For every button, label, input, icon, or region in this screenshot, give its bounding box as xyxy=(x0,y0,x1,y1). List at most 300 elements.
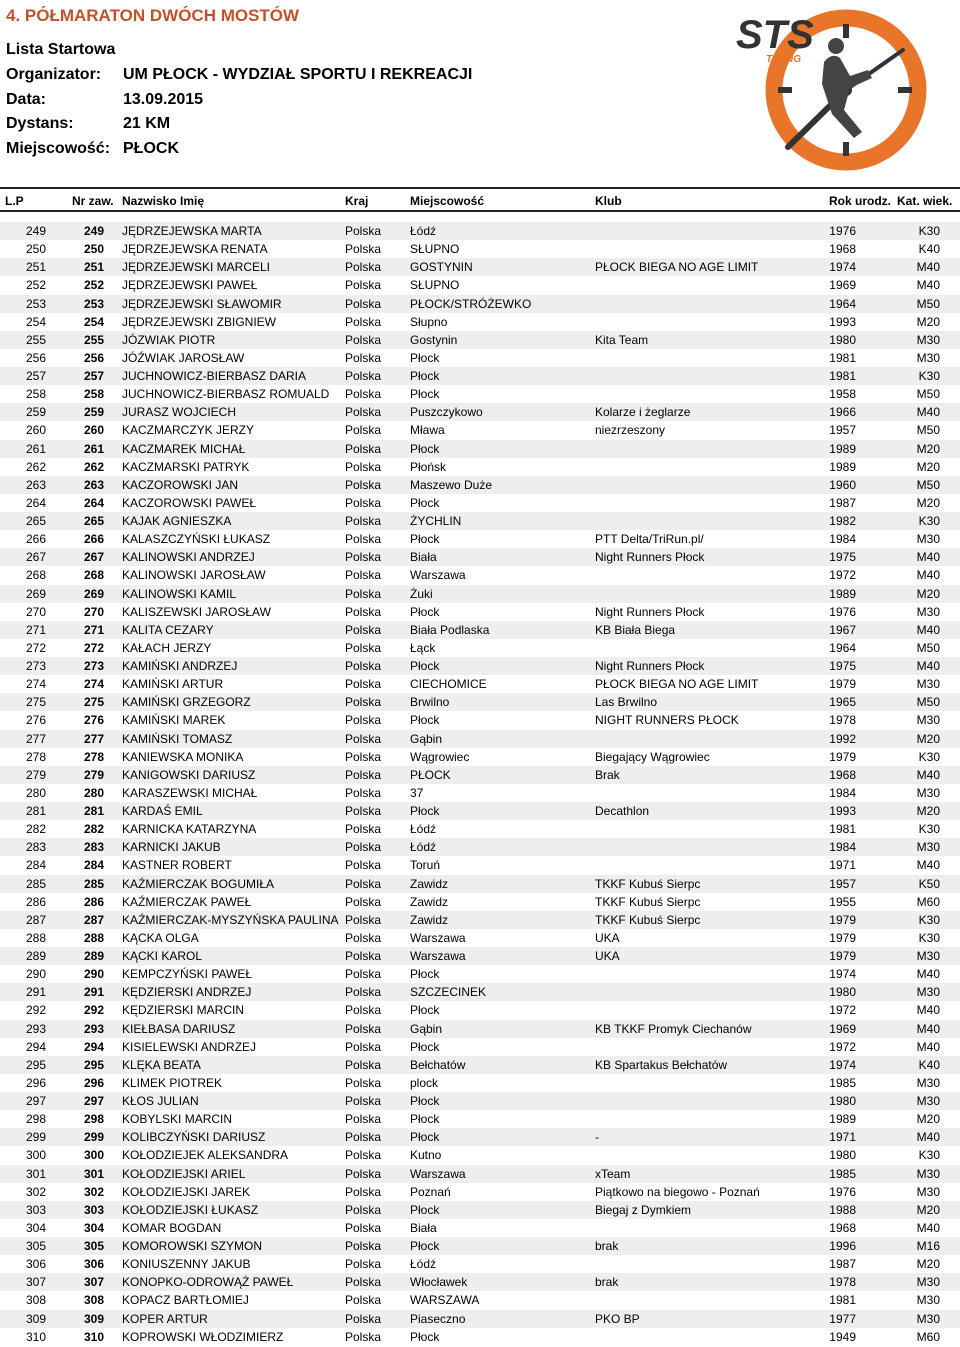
row-city: Płock xyxy=(410,804,440,818)
row-lp: 307 xyxy=(25,1275,46,1290)
row-name: KOPACZ BARTŁOMIEJ xyxy=(122,1293,249,1308)
row-nr: 272 xyxy=(84,640,105,655)
row-city: CIECHOMICE xyxy=(410,677,487,692)
row-lp: 252 xyxy=(25,278,46,293)
row-city: Żuki xyxy=(410,586,433,601)
row-name: KOPER ARTUR xyxy=(122,1311,208,1326)
row-lp: 306 xyxy=(25,1257,46,1272)
row-birth-year: 1974 xyxy=(829,1057,856,1072)
row-category: M40 xyxy=(916,568,940,583)
row-birth-year: 1989 xyxy=(829,1112,856,1127)
row-country: Polska xyxy=(345,242,382,257)
row-birth-year: 1977 xyxy=(829,1311,856,1326)
row-category: M20 xyxy=(916,459,940,474)
row-lp: 276 xyxy=(25,713,46,728)
row-city: Poznań xyxy=(410,1184,451,1199)
row-country: Polska xyxy=(345,459,382,474)
row-city: Maszewo Duże xyxy=(410,477,493,492)
row-nr: 264 xyxy=(84,495,105,510)
row-city: Płock xyxy=(410,1202,440,1217)
row-name: JÓZWIAK PIOTR xyxy=(122,332,216,347)
table-row xyxy=(0,802,960,820)
row-category: K40 xyxy=(918,1057,940,1072)
row-nr: 285 xyxy=(84,876,105,891)
row-club: TKKF Kubuś Sierpc xyxy=(595,912,701,927)
table-row xyxy=(0,494,960,512)
row-nr: 308 xyxy=(84,1293,105,1308)
table-row xyxy=(0,222,960,240)
row-name: JURASZ WOJCIECH xyxy=(122,405,236,420)
row-category: M30 xyxy=(916,1293,940,1308)
row-country: Polska xyxy=(345,405,382,420)
row-city: Kutno xyxy=(410,1148,442,1163)
row-country: Polska xyxy=(345,1021,382,1036)
row-city: Warszawa xyxy=(410,949,466,963)
row-name: KALINOWSKI JAROSŁAW xyxy=(122,568,266,583)
row-club: brak xyxy=(595,1239,619,1253)
row-lp: 287 xyxy=(25,912,46,927)
row-name: KAŹMIERCZAK-MYSZYŃSKA PAULINA xyxy=(122,912,339,927)
row-city: Gąbin xyxy=(410,731,443,746)
row-lp: 304 xyxy=(25,1220,46,1235)
table-row xyxy=(0,983,960,1001)
table-row xyxy=(0,893,960,911)
info-distance xyxy=(6,115,472,140)
row-lp: 286 xyxy=(25,894,46,909)
row-birth-year: 1979 xyxy=(829,949,856,963)
row-birth-year: 1984 xyxy=(829,840,856,855)
row-country: Polska xyxy=(345,1239,382,1253)
row-birth-year: 1993 xyxy=(829,804,856,818)
row-city: Warszawa xyxy=(410,1166,466,1181)
row-lp: 295 xyxy=(25,1057,46,1072)
row-nr: 297 xyxy=(84,1094,105,1108)
row-country: Polska xyxy=(345,713,382,728)
row-birth-year: 1989 xyxy=(829,459,856,474)
row-club: xTeam xyxy=(595,1166,631,1181)
row-category: M30 xyxy=(916,1094,940,1108)
row-name: KAŁACH JERZY xyxy=(122,640,212,655)
row-country: Polska xyxy=(345,695,382,710)
row-lp: 288 xyxy=(25,930,46,945)
table-row xyxy=(0,349,960,367)
row-lp: 279 xyxy=(25,767,46,782)
table-row xyxy=(0,440,960,458)
row-category: M40 xyxy=(916,1039,940,1054)
table-row xyxy=(0,748,960,766)
row-lp: 259 xyxy=(25,405,46,420)
row-lp: 266 xyxy=(25,532,46,547)
row-city: Płock xyxy=(410,967,440,982)
row-country: Polska xyxy=(345,1112,382,1127)
row-country: Polska xyxy=(345,1293,382,1308)
table-row xyxy=(0,1128,960,1146)
row-city: PŁOCK/STRÓŻEWKO xyxy=(410,296,532,311)
row-name: KLĘKA BEATA xyxy=(122,1057,201,1072)
row-name: KACZMARCZYK JERZY xyxy=(122,423,255,438)
row-name: KAMIŃSKI TOMASZ xyxy=(122,731,233,746)
table-row xyxy=(0,820,960,838)
row-category: M20 xyxy=(916,586,940,601)
row-city: Płock xyxy=(410,369,440,383)
row-nr: 261 xyxy=(84,441,105,456)
row-birth-year: 1982 xyxy=(829,514,856,528)
row-name: JUCHNOWICZ-BIERBASZ ROMUALD xyxy=(122,387,330,402)
row-birth-year: 1980 xyxy=(829,332,856,347)
row-name: JĘDRZEJEWSKI SŁAWOMIR xyxy=(122,296,282,311)
row-category: M30 xyxy=(916,713,940,728)
row-nr: 289 xyxy=(84,949,105,963)
row-city: Płock xyxy=(410,1039,440,1054)
table-row xyxy=(0,421,960,439)
row-country: Polska xyxy=(345,296,382,311)
row-category: M40 xyxy=(916,967,940,982)
col-lp-header: L.P xyxy=(5,194,24,208)
row-birth-year: 1992 xyxy=(829,731,856,746)
row-lp: 308 xyxy=(25,1293,46,1308)
row-club: Night Runners Płock xyxy=(595,659,705,673)
row-birth-year: 1976 xyxy=(829,224,856,238)
row-city: Włocławek xyxy=(410,1275,468,1290)
row-city: Płock xyxy=(410,495,440,510)
row-nr: 249 xyxy=(84,224,105,238)
row-lp: 296 xyxy=(25,1075,46,1090)
row-city: Płock xyxy=(410,441,440,456)
row-name: KALITA CEZARY xyxy=(122,622,214,637)
row-birth-year: 1980 xyxy=(829,1094,856,1108)
row-nr: 266 xyxy=(84,532,105,547)
row-nr: 296 xyxy=(84,1075,105,1090)
row-birth-year: 1957 xyxy=(829,876,856,891)
row-category: M50 xyxy=(916,296,940,311)
table-row xyxy=(0,711,960,729)
row-category: M40 xyxy=(916,622,940,637)
row-city: Łódź xyxy=(410,840,437,855)
row-name: JUCHNOWICZ-BIERBASZ DARIA xyxy=(122,369,307,383)
row-lp: 300 xyxy=(25,1148,46,1163)
row-name: KALINOWSKI ANDRZEJ xyxy=(122,550,255,565)
row-lp: 273 xyxy=(25,659,46,673)
row-nr: 301 xyxy=(84,1166,105,1181)
row-country: Polska xyxy=(345,260,382,275)
row-club: PŁOCK BIEGA NO AGE LIMIT xyxy=(595,677,759,692)
row-name: KALINOWSKI KAMIL xyxy=(122,586,237,601)
table-row xyxy=(0,276,960,294)
row-name: KOŁODZIEJSKI ŁUKASZ xyxy=(122,1202,259,1217)
info-date xyxy=(6,91,472,116)
row-nr: 302 xyxy=(84,1184,105,1199)
table-row xyxy=(0,1165,960,1183)
row-city: SZCZECINEK xyxy=(410,985,487,1000)
row-birth-year: 1979 xyxy=(829,912,856,927)
row-city: Łódź xyxy=(410,822,437,837)
row-country: Polska xyxy=(345,622,382,637)
row-name: KOPROWSKI WŁODZIMIERZ xyxy=(122,1329,284,1344)
row-birth-year: 1969 xyxy=(829,1021,856,1036)
table-row xyxy=(0,675,960,693)
row-nr: 257 xyxy=(84,369,105,383)
row-lp: 272 xyxy=(25,640,46,655)
table-row xyxy=(0,548,960,566)
table-row xyxy=(0,657,960,675)
row-club: - xyxy=(595,1130,599,1145)
table-row xyxy=(0,530,960,548)
row-name: KAMIŃSKI MAREK xyxy=(122,713,226,728)
row-birth-year: 1971 xyxy=(829,858,856,873)
row-lp: 292 xyxy=(25,1003,46,1018)
row-city: PŁOCK xyxy=(410,767,451,782)
row-birth-year: 1981 xyxy=(829,350,856,365)
row-birth-year: 1996 xyxy=(829,1239,856,1253)
row-category: M20 xyxy=(916,1112,940,1127)
row-lp: 250 xyxy=(25,242,46,257)
row-city: Gąbin xyxy=(410,1021,443,1036)
row-city: Zawidz xyxy=(410,876,449,891)
row-category: K30 xyxy=(918,224,940,238)
row-lp: 301 xyxy=(25,1166,46,1181)
row-nr: 258 xyxy=(84,387,105,402)
row-country: Polska xyxy=(345,985,382,1000)
row-birth-year: 1979 xyxy=(829,749,856,764)
info-value: 21 KM xyxy=(123,115,171,132)
row-birth-year: 1964 xyxy=(829,296,856,311)
row-birth-year: 1988 xyxy=(829,1202,856,1217)
row-category: M30 xyxy=(916,1075,940,1090)
table-row xyxy=(0,512,960,530)
row-club: brak xyxy=(595,1275,619,1290)
table-row xyxy=(0,766,960,784)
row-country: Polska xyxy=(345,477,382,492)
row-nr: 306 xyxy=(84,1257,105,1272)
row-category: K50 xyxy=(918,876,940,891)
col-city-header: Miejscowość xyxy=(410,194,485,208)
table-row xyxy=(0,585,960,603)
row-country: Polska xyxy=(345,949,382,963)
table-row xyxy=(0,639,960,657)
row-lp: 275 xyxy=(25,695,46,710)
row-lp: 290 xyxy=(25,967,46,982)
row-country: Polska xyxy=(345,224,382,238)
row-name: KEMPCZYŃSKI PAWEŁ xyxy=(122,967,253,982)
row-nr: 263 xyxy=(84,477,105,492)
row-lp: 305 xyxy=(25,1239,46,1253)
info-location xyxy=(6,140,472,165)
row-country: Polska xyxy=(345,1275,382,1290)
row-club: TKKF Kubuś Sierpc xyxy=(595,894,701,909)
table-row xyxy=(0,693,960,711)
row-name: KARDAŚ EMIL xyxy=(122,804,203,818)
row-city: Płock xyxy=(410,1003,440,1018)
row-country: Polska xyxy=(345,785,382,800)
table-row xyxy=(0,1273,960,1291)
table-row xyxy=(0,1328,960,1346)
row-city: Płock xyxy=(410,713,440,728)
row-birth-year: 1964 xyxy=(829,640,856,655)
row-country: Polska xyxy=(345,822,382,837)
row-category: M20 xyxy=(916,441,940,456)
row-city: Toruń xyxy=(410,858,441,873)
row-birth-year: 1981 xyxy=(829,369,856,383)
row-birth-year: 1981 xyxy=(829,822,856,837)
row-nr: 310 xyxy=(84,1329,105,1344)
table-row xyxy=(0,1074,960,1092)
row-lp: 260 xyxy=(25,423,46,438)
row-lp: 298 xyxy=(25,1112,46,1127)
row-lp: 277 xyxy=(25,731,46,746)
row-birth-year: 1979 xyxy=(829,677,856,692)
row-category: M20 xyxy=(916,804,940,818)
row-club: KB Biała Biega xyxy=(595,622,676,637)
row-country: Polska xyxy=(345,1003,382,1018)
row-country: Polska xyxy=(345,604,382,619)
row-lp: 269 xyxy=(25,586,46,601)
row-lp: 280 xyxy=(25,785,46,800)
row-lp: 262 xyxy=(25,459,46,474)
row-category: M40 xyxy=(916,260,940,275)
row-lp: 256 xyxy=(25,350,46,365)
col-kraj-header: Kraj xyxy=(345,194,369,208)
row-category: K40 xyxy=(918,242,940,257)
row-nr: 286 xyxy=(84,894,105,909)
row-country: Polska xyxy=(345,1075,382,1090)
table-row xyxy=(0,621,960,639)
row-lp: 297 xyxy=(25,1094,46,1108)
row-lp: 278 xyxy=(25,749,46,764)
row-name: KALISZEWSKI JAROSŁAW xyxy=(122,604,271,619)
row-country: Polska xyxy=(345,1311,382,1326)
row-lp: 310 xyxy=(25,1329,46,1344)
col-nr-header: Nr zaw. xyxy=(72,194,114,208)
row-city: 37 xyxy=(410,785,424,800)
row-category: M30 xyxy=(916,604,940,619)
row-city: Płock xyxy=(410,1112,440,1127)
row-name: KIEŁBASA DARIUSZ xyxy=(122,1021,236,1036)
row-nr: 255 xyxy=(84,332,105,347)
row-lp: 255 xyxy=(25,332,46,347)
row-birth-year: 1976 xyxy=(829,604,856,619)
table-row xyxy=(0,1255,960,1273)
row-city: Płock xyxy=(410,387,440,402)
row-club: Kita Team xyxy=(595,332,649,347)
row-name: KACZOROWSKI PAWEŁ xyxy=(122,495,257,510)
row-name: JĘDRZEJEWSKA MARTA xyxy=(122,224,262,238)
row-club: KB TKKF Promyk Ciechanów xyxy=(595,1021,752,1036)
row-nr: 262 xyxy=(84,459,105,474)
row-lp: 257 xyxy=(25,369,46,383)
row-nr: 260 xyxy=(84,423,105,438)
row-birth-year: 1972 xyxy=(829,568,856,583)
table-row xyxy=(0,458,960,476)
row-city: Biała Podlaska xyxy=(410,622,490,637)
table-row xyxy=(0,856,960,874)
row-birth-year: 1984 xyxy=(829,785,856,800)
row-name: KAŹMIERCZAK PAWEŁ xyxy=(122,894,252,909)
row-nr: 305 xyxy=(84,1239,105,1253)
row-country: Polska xyxy=(345,1148,382,1163)
row-birth-year: 1968 xyxy=(829,1220,856,1235)
table-row xyxy=(0,965,960,983)
row-nr: 278 xyxy=(84,749,105,764)
row-lp: 309 xyxy=(25,1311,46,1326)
table-row xyxy=(0,1310,960,1328)
row-birth-year: 1960 xyxy=(829,477,856,492)
table-row xyxy=(0,1291,960,1309)
col-year-header: Rok urodz. xyxy=(829,194,891,208)
row-birth-year: 1989 xyxy=(829,441,856,456)
row-birth-year: 1989 xyxy=(829,586,856,601)
row-nr: 281 xyxy=(84,804,105,818)
row-category: M20 xyxy=(916,314,940,329)
row-city: Biała xyxy=(410,1220,437,1235)
table-row xyxy=(0,1038,960,1056)
row-category: M50 xyxy=(916,695,940,710)
row-birth-year: 1968 xyxy=(829,242,856,257)
col-club-header: Klub xyxy=(595,194,622,208)
table-row xyxy=(0,1146,960,1164)
row-city: Warszawa xyxy=(410,930,466,945)
row-lp: 251 xyxy=(25,260,46,275)
row-city: Płock xyxy=(410,1329,440,1344)
row-birth-year: 1965 xyxy=(829,695,856,710)
row-country: Polska xyxy=(345,514,382,528)
participants-table xyxy=(0,222,960,1346)
logo-subtext: TIMING xyxy=(766,54,801,65)
row-birth-year: 1958 xyxy=(829,387,856,402)
row-country: Polska xyxy=(345,350,382,365)
row-category: M30 xyxy=(916,677,940,692)
row-nr: 291 xyxy=(84,985,105,1000)
row-category: M30 xyxy=(916,532,940,547)
row-club: Biegający Wągrowiec xyxy=(595,749,710,764)
row-country: Polska xyxy=(345,930,382,945)
row-name: KACZMAREK MICHAŁ xyxy=(122,441,246,456)
row-name: KOMOROWSKI SZYMON xyxy=(122,1239,263,1253)
row-club: NIGHT RUNNERS PŁOCK xyxy=(595,713,739,728)
info-label: Dystans: xyxy=(6,115,74,132)
row-country: Polska xyxy=(345,1039,382,1054)
row-category: M30 xyxy=(916,1311,940,1326)
row-nr: 298 xyxy=(84,1112,105,1127)
row-name: JĘDRZEJEWSKA RENATA xyxy=(122,242,268,257)
row-nr: 277 xyxy=(84,731,105,746)
row-city: Płońsk xyxy=(410,459,447,474)
row-category: M20 xyxy=(916,495,940,510)
row-nr: 274 xyxy=(84,677,105,692)
row-country: Polska xyxy=(345,441,382,456)
row-nr: 265 xyxy=(84,514,105,528)
row-lp: 285 xyxy=(25,876,46,891)
row-city: ŻYCHLIN xyxy=(410,514,462,528)
logo-text: STS xyxy=(736,13,814,57)
row-club: TKKF Kubuś Sierpc xyxy=(595,876,701,891)
row-nr: 280 xyxy=(84,785,105,800)
row-nr: 293 xyxy=(84,1021,105,1036)
row-name: KOLIBCZYŃSKI DARIUSZ xyxy=(122,1130,266,1145)
table-row xyxy=(0,1183,960,1201)
row-country: Polska xyxy=(345,767,382,782)
row-city: Płock xyxy=(410,1130,440,1145)
row-birth-year: 1971 xyxy=(829,1130,856,1145)
row-lp: 261 xyxy=(25,441,46,456)
row-name: KACZMARSKI PATRYK xyxy=(122,459,250,474)
row-nr: 269 xyxy=(84,586,105,601)
row-category: M40 xyxy=(916,1130,940,1145)
row-name: JĘDRZEJEWSKI MARCELI xyxy=(122,260,271,275)
row-nr: 259 xyxy=(84,405,105,420)
col-cat-header: Kat. wiek. xyxy=(897,194,953,208)
row-category: M60 xyxy=(916,1329,940,1344)
row-name: JĘDRZEJEWSKI PAWEŁ xyxy=(122,278,258,293)
